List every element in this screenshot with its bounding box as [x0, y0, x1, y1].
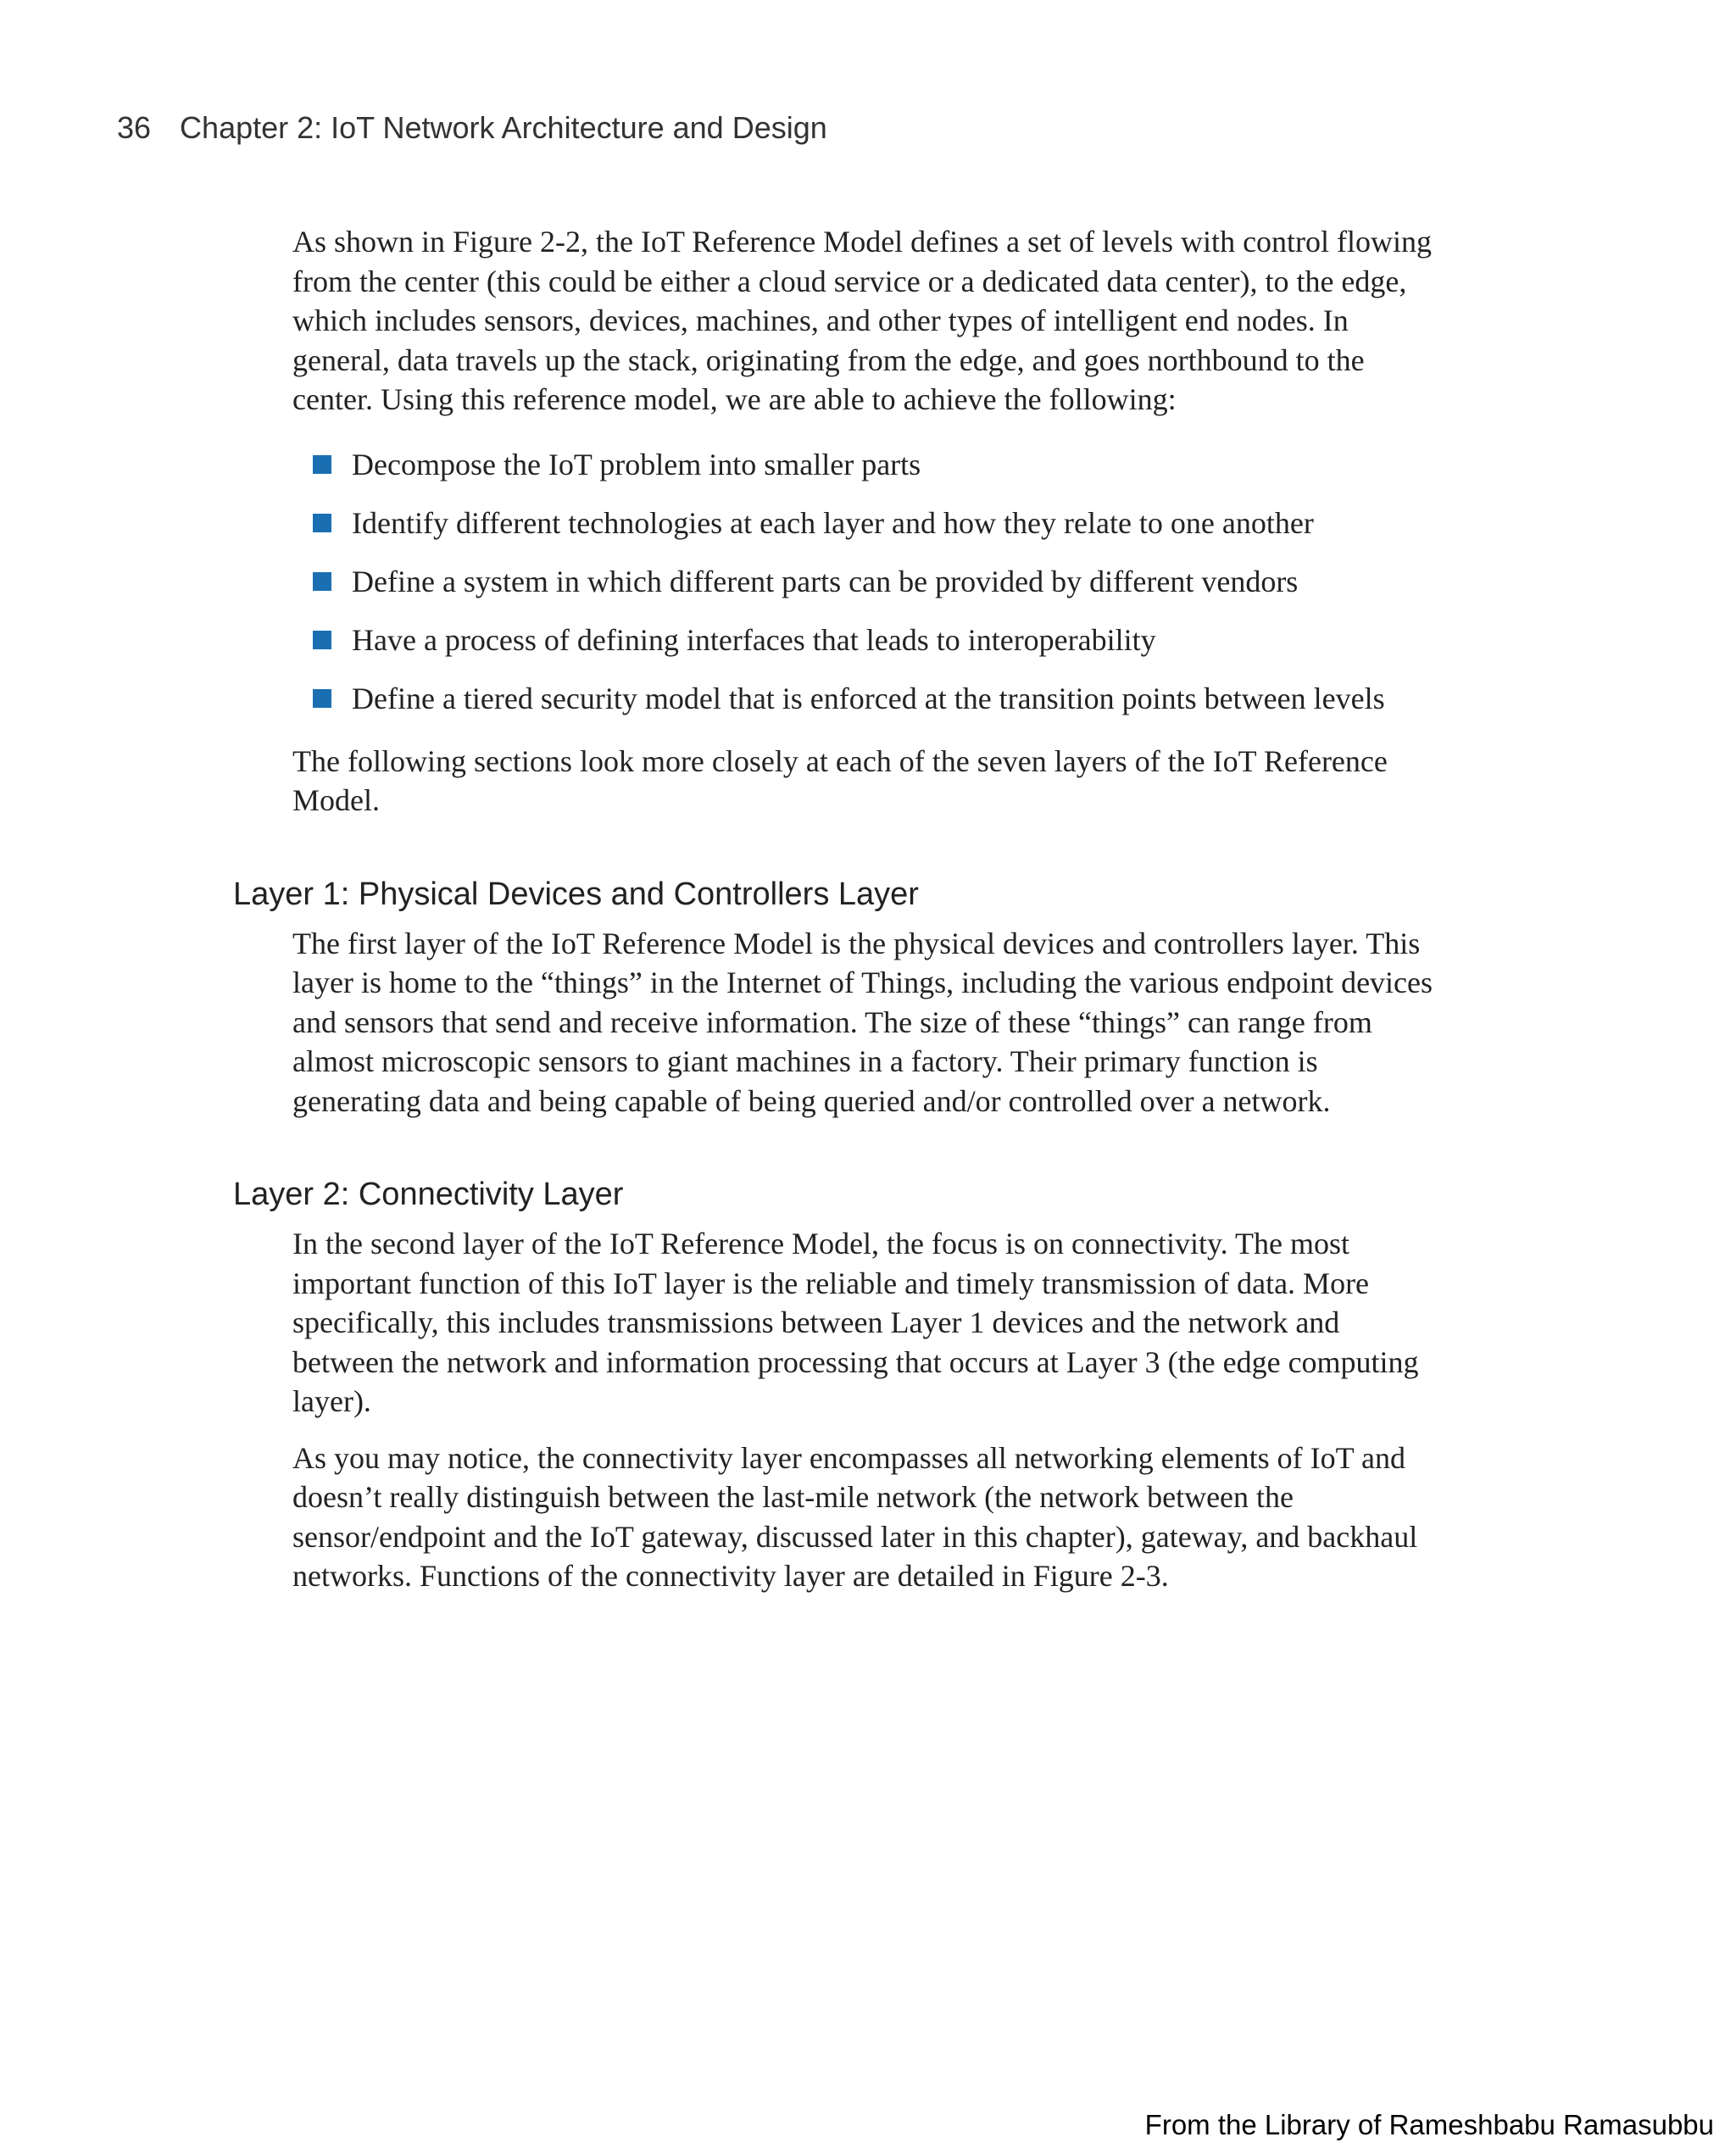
running-header — [117, 110, 827, 146]
list-item: Identify different technologies at each layer and how they relate to one another — [292, 504, 1445, 543]
square-bullet-icon — [313, 514, 331, 532]
square-bullet-icon — [313, 572, 331, 591]
square-bullet-icon — [313, 455, 331, 474]
square-bullet-icon — [313, 689, 331, 708]
layer2-paragraph-1: In the second layer of the IoT Reference Model, the focus is on connectivity. The most important function of this IoT layer is the reliable and timely transmission of data. More specifically, this includes transmissions between Layer 1 devices and the network and between the network and information processing that occurs at Layer 3 (the edge computing layer). — [292, 1227, 1419, 1418]
page-number: 36 — [117, 110, 152, 145]
chapter-title: Chapter 2: IoT Network Architecture and Design — [180, 110, 827, 145]
list-item: Decompose the IoT problem into smaller parts — [292, 445, 1445, 484]
layer1-heading: Layer 1: Physical Devices and Controllers Layer — [233, 876, 919, 912]
list-item: Define a tiered security model that is enforced at the transition points between levels — [292, 679, 1445, 718]
square-bullet-icon — [313, 631, 331, 649]
list-item: Have a process of defining interfaces that leads to interoperability — [292, 620, 1445, 659]
intro-paragraph: As shown in Figure 2-2, the IoT Reference Model defines a set of levels with control flowing from the center (this could be either a cloud service or a dedicated data center), to the edge, which includes sensors, devices, machines, and other types of intelligent end nodes. In general, data travels up the stack, originating from the edge, and goes northbound to the center. Using this reference model, we are able to achieve the following: — [292, 225, 1433, 416]
library-watermark: From the Library of Rameshbabu Ramasubbu — [1144, 2109, 1714, 2140]
layer2-paragraph-2: As you may notice, the connectivity layer encompasses all networking elements of IoT and doesn’t really distinguish between the last-mile network (the network between the sensor/endpoint and the IoT gateway, discussed later in this chapter), gateway, and backhaul networks. Functions of the connectivity layer are detailed in Figure 2-3. — [292, 1440, 1418, 1593]
benefits-list — [292, 445, 1445, 718]
page-body — [233, 222, 1445, 1613]
layer2-heading: Layer 2: Connectivity Layer — [233, 1177, 624, 1212]
layer1-paragraph: The first layer of the IoT Reference Model is the physical devices and controllers layer. This layer is home to the “things” in the Internet of Things, including the various endpoint devices and sensors that send and receive information. The size of these “things” can range from almost microscopic sensors to giant machines in a factory. Their primary function is generating data and being capable of being queried and/or controlled over a network. — [292, 926, 1433, 1118]
intro-closing-paragraph: The following sections look more closely at each of the seven layers of the IoT Reference Model. — [292, 743, 1388, 817]
list-item: Define a system in which different parts can be provided by different vendors — [292, 562, 1445, 601]
